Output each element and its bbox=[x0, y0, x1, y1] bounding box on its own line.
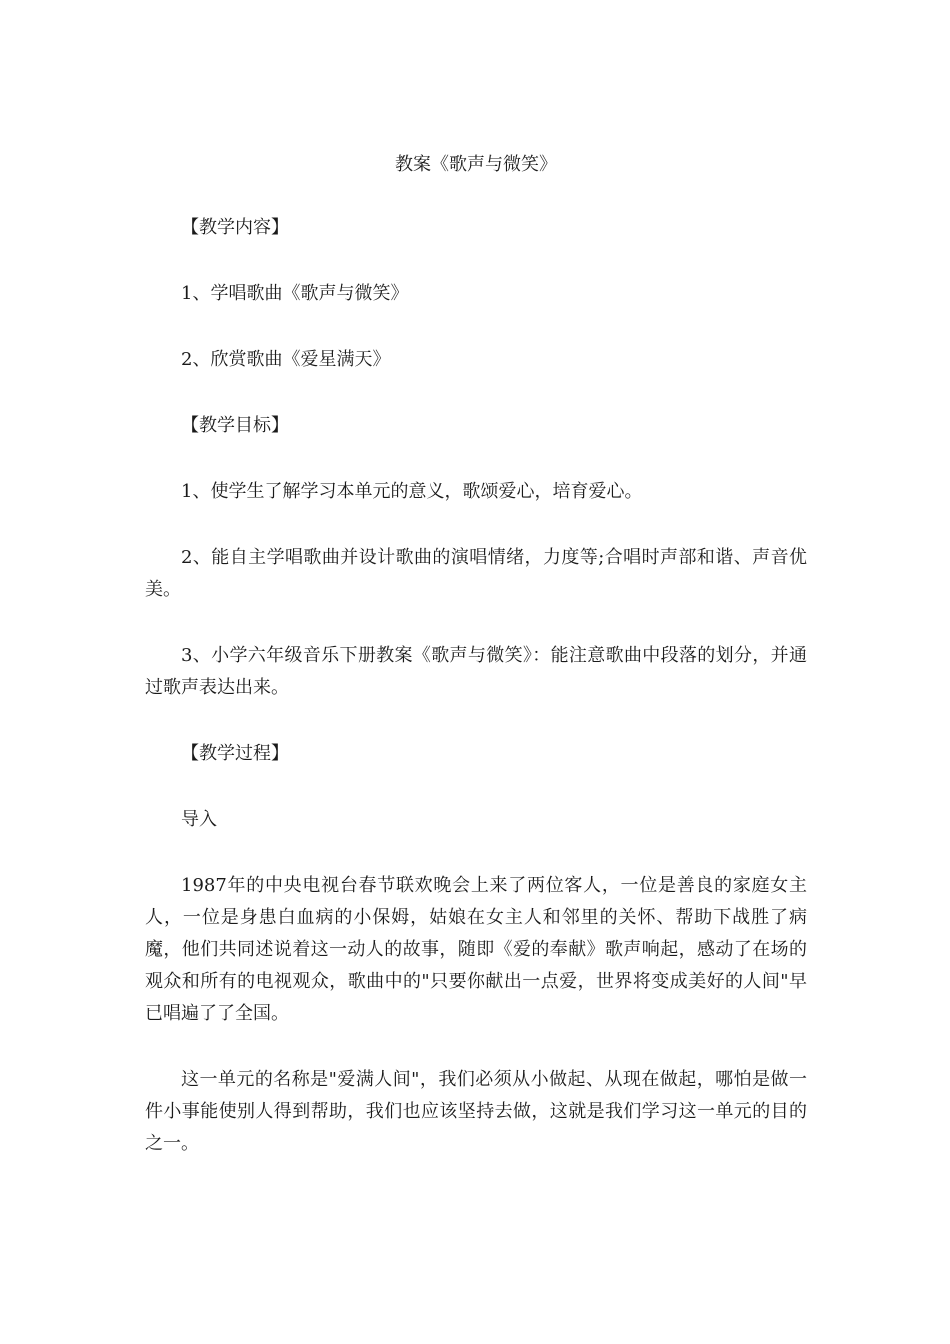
intro-paragraph-2: 这一单元的名称是"爱满人间"，我们必须从小做起、从现在做起，哪怕是做一件小事能使别人得到帮助，我们也应该坚持去做，这就是我们学习这一单元的目的之一。 bbox=[145, 1069, 807, 1154]
document-title: 教案《歌声与微笑》 bbox=[395, 154, 557, 175]
document-body bbox=[145, 148, 807, 1194]
goal-item-3: 3、小学六年级音乐下册教案《歌声与微笑》：能注意歌曲中段落的划分，并通过歌声表达出来。 bbox=[145, 645, 807, 698]
section-heading-process: 【教学过程】 bbox=[181, 743, 289, 764]
content-item-1: 1、学唱歌曲《歌声与微笑》 bbox=[181, 283, 409, 304]
section-heading-goals: 【教学目标】 bbox=[181, 415, 289, 436]
intro-paragraph-1: 1987年的中央电视台春节联欢晚会上来了两位客人，一位是善良的家庭女主人，一位是身患白血病的小保姆，姑娘在女主人和邻里的关怀、帮助下战胜了病魔，他们共同述说着这一动人的故事，随即《爱的奉献》歌声响起，感动了在场的观众和所有的电视观众，歌曲中的"只要你献出一点爱，世界将变成美好的人间"早已唱遍了了全国。 bbox=[145, 875, 807, 1024]
goal-item-2: 2、能自主学唱歌曲并设计歌曲的演唱情绪，力度等;合唱时声部和谐、声音优美。 bbox=[145, 547, 807, 600]
subheading-intro: 导入 bbox=[181, 809, 217, 830]
goal-item-1: 1、使学生了解学习本单元的意义，歌颂爱心，培育爱心。 bbox=[181, 481, 643, 502]
content-item-2: 2、欣赏歌曲《爱星满天》 bbox=[181, 349, 391, 370]
section-heading-content: 【教学内容】 bbox=[181, 217, 289, 238]
